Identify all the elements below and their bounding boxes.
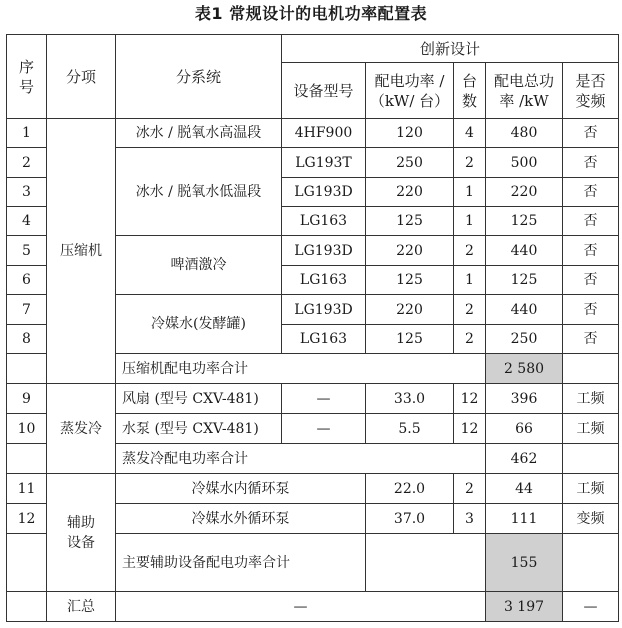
- summary-total: 3 197: [486, 592, 563, 622]
- cell-count: 2: [454, 325, 486, 354]
- table-row: [7, 384, 619, 414]
- header-innovation: 创新设计: [282, 35, 619, 63]
- group-compressor: 压缩机: [47, 119, 116, 384]
- cell-subsystem: 水泵 (型号 CXV-481): [116, 414, 282, 444]
- cell-vfd: 工频: [563, 414, 619, 444]
- cell-model: LG163: [282, 207, 366, 236]
- cell-no: 4: [7, 207, 47, 236]
- cell-no: 5: [7, 236, 47, 266]
- header-category: 分项: [47, 35, 116, 119]
- subtotal-label: 压缩机配电功率合计: [116, 354, 486, 384]
- cell-vfd: 否: [563, 207, 619, 236]
- cell-vfd: 工频: [563, 384, 619, 414]
- cell-power: 33.0: [366, 384, 454, 414]
- cell-subsystem: 啤酒激冷: [116, 236, 282, 295]
- cell-no: 6: [7, 266, 47, 295]
- cell-count: 2: [454, 236, 486, 266]
- cell-no: 9: [7, 384, 47, 414]
- cell-vfd: 否: [563, 236, 619, 266]
- cell-total: 440: [486, 295, 563, 325]
- cell-power: 125: [366, 207, 454, 236]
- cell-empty: [366, 534, 486, 592]
- cell-power: 125: [366, 325, 454, 354]
- summary-dash: —: [116, 592, 486, 622]
- cell-count: 2: [454, 295, 486, 325]
- cell-no-empty: [7, 592, 47, 622]
- cell-power: 5.5: [366, 414, 454, 444]
- cell-subsystem: 冷媒水内循环泵: [116, 474, 366, 504]
- cell-total: 125: [486, 207, 563, 236]
- cell-power: 220: [366, 236, 454, 266]
- cell-vfd: 否: [563, 148, 619, 178]
- subtotal-value: 155: [486, 534, 563, 592]
- cell-power: 22.0: [366, 474, 454, 504]
- header-seq: 序 号: [7, 35, 47, 119]
- cell-count: 4: [454, 119, 486, 148]
- cell-model: —: [282, 384, 366, 414]
- cell-total: 500: [486, 148, 563, 178]
- subtotal-value: 2 580: [486, 354, 563, 384]
- cell-model: LG193T: [282, 148, 366, 178]
- header-unit-power: 配电功率 / （kW/ 台）: [366, 63, 454, 119]
- cell-total: 220: [486, 178, 563, 207]
- cell-vfd: 否: [563, 266, 619, 295]
- cell-no: 1: [7, 119, 47, 148]
- summary-vfd: —: [563, 592, 619, 622]
- summary-label: 汇总: [47, 592, 116, 622]
- cell-no: 3: [7, 178, 47, 207]
- header-vfd: 是否 变频: [563, 63, 619, 119]
- summary-row: [7, 592, 619, 622]
- header-model: 设备型号: [282, 63, 366, 119]
- cell-vfd: 否: [563, 325, 619, 354]
- cell-total: 250: [486, 325, 563, 354]
- cell-total: 125: [486, 266, 563, 295]
- header-row-1: [7, 35, 619, 63]
- cell-vfd: 否: [563, 295, 619, 325]
- cell-no: 8: [7, 325, 47, 354]
- cell-model: LG163: [282, 266, 366, 295]
- cell-power: 37.0: [366, 504, 454, 534]
- cell-count: 1: [454, 266, 486, 295]
- cell-count: 2: [454, 148, 486, 178]
- cell-no-empty: [7, 534, 47, 592]
- cell-vfd: 否: [563, 178, 619, 207]
- cell-count: 3: [454, 504, 486, 534]
- cell-subsystem: 冷媒水(发酵罐): [116, 295, 282, 354]
- cell-count: 1: [454, 207, 486, 236]
- cell-subsystem: 风扇 (型号 CXV-481): [116, 384, 282, 414]
- power-config-table: [6, 34, 619, 622]
- subtotal-label: 主要辅助设备配电功率合计: [116, 534, 366, 592]
- cell-vfd-empty: [563, 534, 619, 592]
- table-row: [7, 474, 619, 504]
- cell-no-empty: [7, 354, 47, 384]
- cell-model: —: [282, 414, 366, 444]
- cell-model: 4HF900: [282, 119, 366, 148]
- cell-power: 220: [366, 295, 454, 325]
- cell-no: 10: [7, 414, 47, 444]
- cell-no: 2: [7, 148, 47, 178]
- cell-count: 1: [454, 178, 486, 207]
- cell-model: LG193D: [282, 236, 366, 266]
- cell-count: 12: [454, 414, 486, 444]
- subtotal-label: 蒸发冷配电功率合计: [116, 444, 486, 474]
- header-total: 配电总功 率 /kW: [486, 63, 563, 119]
- cell-total: 111: [486, 504, 563, 534]
- cell-vfd: 变频: [563, 504, 619, 534]
- cell-power: 125: [366, 266, 454, 295]
- subtotal-value: 462: [486, 444, 563, 474]
- cell-vfd-empty: [563, 444, 619, 474]
- cell-subsystem: 冰水 / 脱氧水低温段: [116, 148, 282, 236]
- table-caption: 表1 常规设计的电机功率配置表: [194, 4, 428, 23]
- cell-total: 66: [486, 414, 563, 444]
- cell-model: LG193D: [282, 295, 366, 325]
- cell-power: 120: [366, 119, 454, 148]
- cell-model: LG163: [282, 325, 366, 354]
- cell-vfd-empty: [563, 354, 619, 384]
- cell-count: 2: [454, 474, 486, 504]
- cell-power: 250: [366, 148, 454, 178]
- group-aux: 辅助 设备: [47, 474, 116, 592]
- cell-subsystem: 冷媒水外循环泵: [116, 504, 366, 534]
- cell-no: 7: [7, 295, 47, 325]
- cell-no-empty: [7, 444, 47, 474]
- cell-total: 440: [486, 236, 563, 266]
- header-subsystem: 分系统: [116, 35, 282, 119]
- cell-model: LG193D: [282, 178, 366, 207]
- cell-total: 480: [486, 119, 563, 148]
- cell-subsystem: 冰水 / 脱氧水高温段: [116, 119, 282, 148]
- cell-power: 220: [366, 178, 454, 207]
- cell-no: 11: [7, 474, 47, 504]
- cell-no: 12: [7, 504, 47, 534]
- cell-total: 44: [486, 474, 563, 504]
- cell-vfd: 否: [563, 119, 619, 148]
- cell-total: 396: [486, 384, 563, 414]
- header-count: 台 数: [454, 63, 486, 119]
- cell-count: 12: [454, 384, 486, 414]
- table-row: [7, 119, 619, 148]
- group-evaporative: 蒸发冷: [47, 384, 116, 474]
- cell-vfd: 工频: [563, 474, 619, 504]
